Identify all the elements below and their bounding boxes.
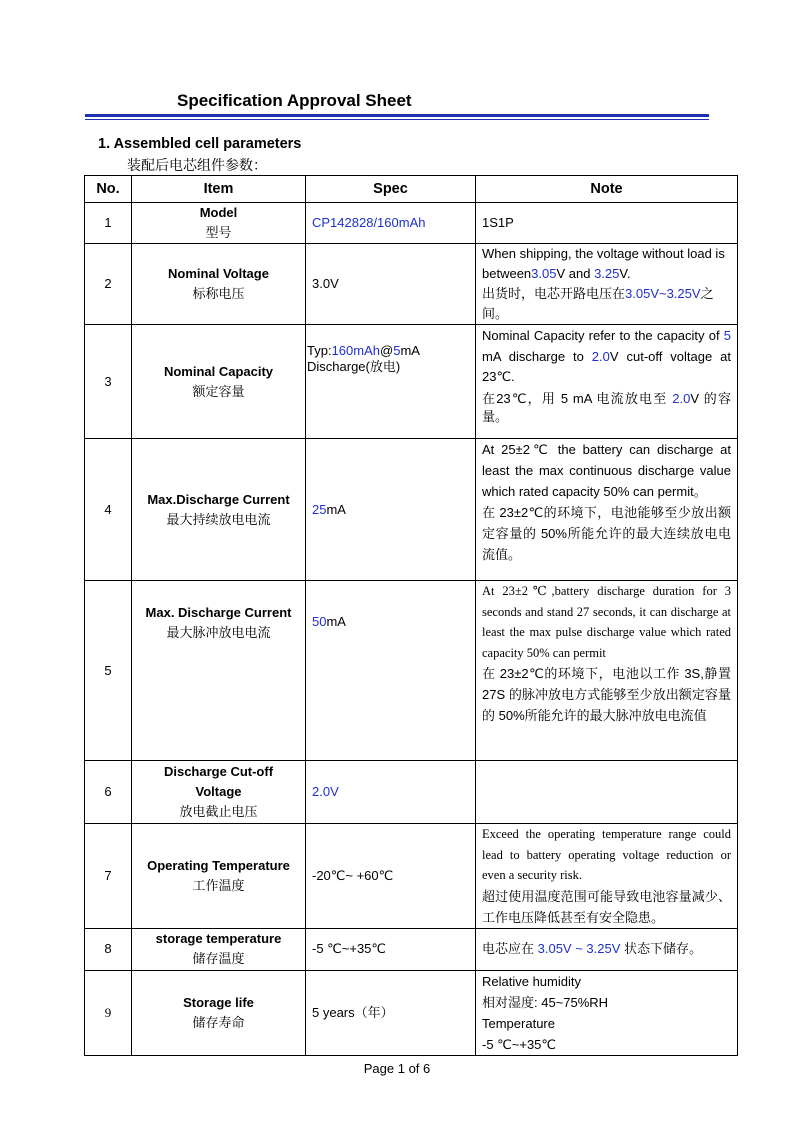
item-en: Model bbox=[199, 205, 238, 220]
table-row bbox=[85, 970, 738, 1055]
row-no: 2 bbox=[85, 244, 132, 325]
section-heading-cn: 装配后电芯组件参数： bbox=[127, 157, 267, 173]
note-text: V cut-off voltage at 23℃. bbox=[482, 348, 731, 384]
col-header-note: Note bbox=[476, 176, 738, 203]
note-text: mA discharge to bbox=[482, 348, 592, 364]
item-cn: 工作温度 bbox=[192, 877, 245, 893]
note-value: 5 bbox=[723, 328, 731, 343]
note-text: V and bbox=[556, 266, 595, 281]
item-en: storage temperature bbox=[155, 931, 282, 946]
note-text: At 23±2℃,battery discharge duration for 3 seconds and stand 27 seconds, it can discharge at least the max pulse discharge value which rated capacity 50% can permit bbox=[482, 584, 731, 660]
row-note bbox=[476, 244, 738, 325]
header-rule-thick bbox=[85, 114, 709, 117]
row-note bbox=[476, 439, 738, 581]
note-text-cn: 在23℃，用 5 mA 电流放电至 bbox=[482, 390, 673, 406]
note-value: 3.25 bbox=[594, 266, 620, 281]
row-spec: -20℃~ +60℃ bbox=[306, 824, 476, 929]
item-en: Max. Discharge Current bbox=[145, 605, 292, 620]
row-no: 9 bbox=[85, 970, 132, 1055]
table-row bbox=[85, 824, 738, 929]
table-row bbox=[85, 761, 738, 824]
note-text: At 25±2℃ the battery can discharge at least the max continuous discharge value which rated capacity 50% can permit。 bbox=[482, 442, 731, 499]
note-text-cn: 之间。 bbox=[482, 286, 714, 321]
section-heading: 1. Assembled cell parameters bbox=[98, 136, 302, 152]
note-value: 2.0 bbox=[672, 390, 691, 406]
row-item bbox=[132, 439, 306, 581]
note-value: 2.0 bbox=[591, 348, 610, 364]
row-no: 6 bbox=[85, 761, 132, 824]
item-cn: 标称电压 bbox=[192, 286, 245, 301]
page-title: Specification Approval Sheet bbox=[177, 91, 412, 110]
note-text-cn: 在 23±2℃的环境下，电池以工作 3S,静置 27S 的脉冲放电方式能够至少放出额定容量的 50%所能允许的最大脉冲放电电流值 bbox=[482, 666, 731, 723]
row-item bbox=[132, 824, 306, 929]
row-note bbox=[476, 928, 738, 970]
spec-value: 50 bbox=[312, 614, 327, 629]
table-row bbox=[85, 439, 738, 581]
table-row bbox=[85, 203, 738, 244]
note-line: Temperature bbox=[482, 1015, 555, 1031]
row-note: 1S1P bbox=[476, 203, 738, 244]
row-spec: 3.0V bbox=[306, 244, 476, 325]
row-no: 4 bbox=[85, 439, 132, 581]
parameters-table bbox=[84, 175, 738, 1056]
note-text-cn: 出货时，电芯开路电压在 bbox=[482, 286, 626, 301]
row-spec: CP142828/160mAh bbox=[306, 203, 476, 244]
row-no: 7 bbox=[85, 824, 132, 929]
item-cn: 型号 bbox=[205, 225, 232, 240]
note-line: 相对湿度: 45~75%RH bbox=[482, 994, 609, 1010]
row-no: 8 bbox=[85, 928, 132, 970]
item-en: Nominal Voltage bbox=[168, 266, 269, 281]
note-value: 3.05 bbox=[531, 266, 557, 281]
row-item bbox=[132, 761, 306, 824]
spec-value: 25 bbox=[312, 501, 327, 517]
item-en: Max.Discharge Current bbox=[147, 491, 290, 507]
spec-text: Typ: bbox=[307, 343, 332, 358]
item-en: Nominal Capacity bbox=[163, 363, 274, 379]
note-value: 3.05V ~ 3.25V bbox=[537, 941, 621, 956]
note-text: Exceed the operating temperature range could lead to battery operating voltage reduction or even a security risk. bbox=[482, 827, 731, 882]
item-cn: 最大脉冲放电电流 bbox=[166, 625, 271, 640]
note-line: -5 ℃~+35℃ bbox=[482, 1036, 557, 1052]
row-spec: 2.0V bbox=[306, 761, 476, 824]
table-row bbox=[85, 581, 738, 761]
row-spec bbox=[306, 325, 476, 439]
col-header-no: No. bbox=[85, 176, 132, 203]
note-text-cn: 电芯应在 bbox=[482, 941, 538, 956]
row-note bbox=[476, 325, 738, 439]
item-cn: 储存寿命 bbox=[192, 1014, 245, 1030]
row-no: 1 bbox=[85, 203, 132, 244]
row-note bbox=[476, 824, 738, 929]
row-item bbox=[132, 970, 306, 1055]
row-item bbox=[132, 203, 306, 244]
item-en: Discharge Cut-off Voltage bbox=[163, 764, 274, 799]
item-en: Storage life bbox=[183, 994, 254, 1010]
note-text: Nominal Capacity refer to the capacity of bbox=[482, 328, 724, 343]
col-header-item: Item bbox=[132, 176, 306, 203]
row-spec: -5 ℃~+35℃ bbox=[306, 928, 476, 970]
row-no: 3 bbox=[85, 325, 132, 439]
table-header-row bbox=[85, 176, 738, 203]
row-spec bbox=[306, 439, 476, 581]
note-text-cn: 状态下储存。 bbox=[620, 941, 703, 956]
row-note bbox=[476, 761, 738, 824]
row-spec: 5 years（年） bbox=[306, 970, 476, 1055]
note-text-cn: 在 23±2℃的环境下，电池能够至少放出额定容量的 50%所能允许的最大连续放电电流值。 bbox=[482, 505, 731, 562]
row-item bbox=[132, 325, 306, 439]
spec-text: mA bbox=[326, 501, 346, 517]
note-text-cn: V 的容量。 bbox=[482, 390, 731, 424]
row-item bbox=[132, 928, 306, 970]
spec-text: @ bbox=[380, 343, 394, 358]
table-row bbox=[85, 928, 738, 970]
item-cn: 储存温度 bbox=[192, 951, 245, 966]
item-cn: 最大持续放电电流 bbox=[166, 511, 271, 527]
spec-value: 5 bbox=[393, 343, 401, 358]
row-no: 5 bbox=[85, 581, 132, 761]
row-note bbox=[476, 970, 738, 1055]
note-text-cn: 超过使用温度范围可能导致电池容量减少、工作电压降低甚至有安全隐患。 bbox=[482, 888, 731, 925]
note-text: V. bbox=[619, 266, 631, 281]
page-number: Page 1 of 6 bbox=[363, 1061, 431, 1076]
note-line: Relative humidity bbox=[482, 973, 581, 989]
spec-text: Discharge(放电) bbox=[307, 359, 401, 374]
spec-value: 160mAh bbox=[331, 343, 380, 358]
col-header-spec: Spec bbox=[306, 176, 476, 203]
spec-text: mA bbox=[400, 343, 420, 358]
row-item bbox=[132, 581, 306, 761]
item-cn: 额定容量 bbox=[192, 383, 245, 399]
note-text: When shipping, the voltage without load is between bbox=[482, 246, 725, 281]
item-en: Operating Temperature bbox=[147, 857, 290, 873]
row-spec bbox=[306, 581, 476, 761]
table-row bbox=[85, 244, 738, 325]
row-item bbox=[132, 244, 306, 325]
item-cn: 放电截止电压 bbox=[179, 804, 258, 819]
header-rule-thin bbox=[85, 119, 709, 120]
spec-text: mA bbox=[326, 614, 346, 629]
table-row bbox=[85, 325, 738, 439]
note-value: 3.05V~3.25V bbox=[625, 286, 701, 301]
row-note bbox=[476, 581, 738, 761]
